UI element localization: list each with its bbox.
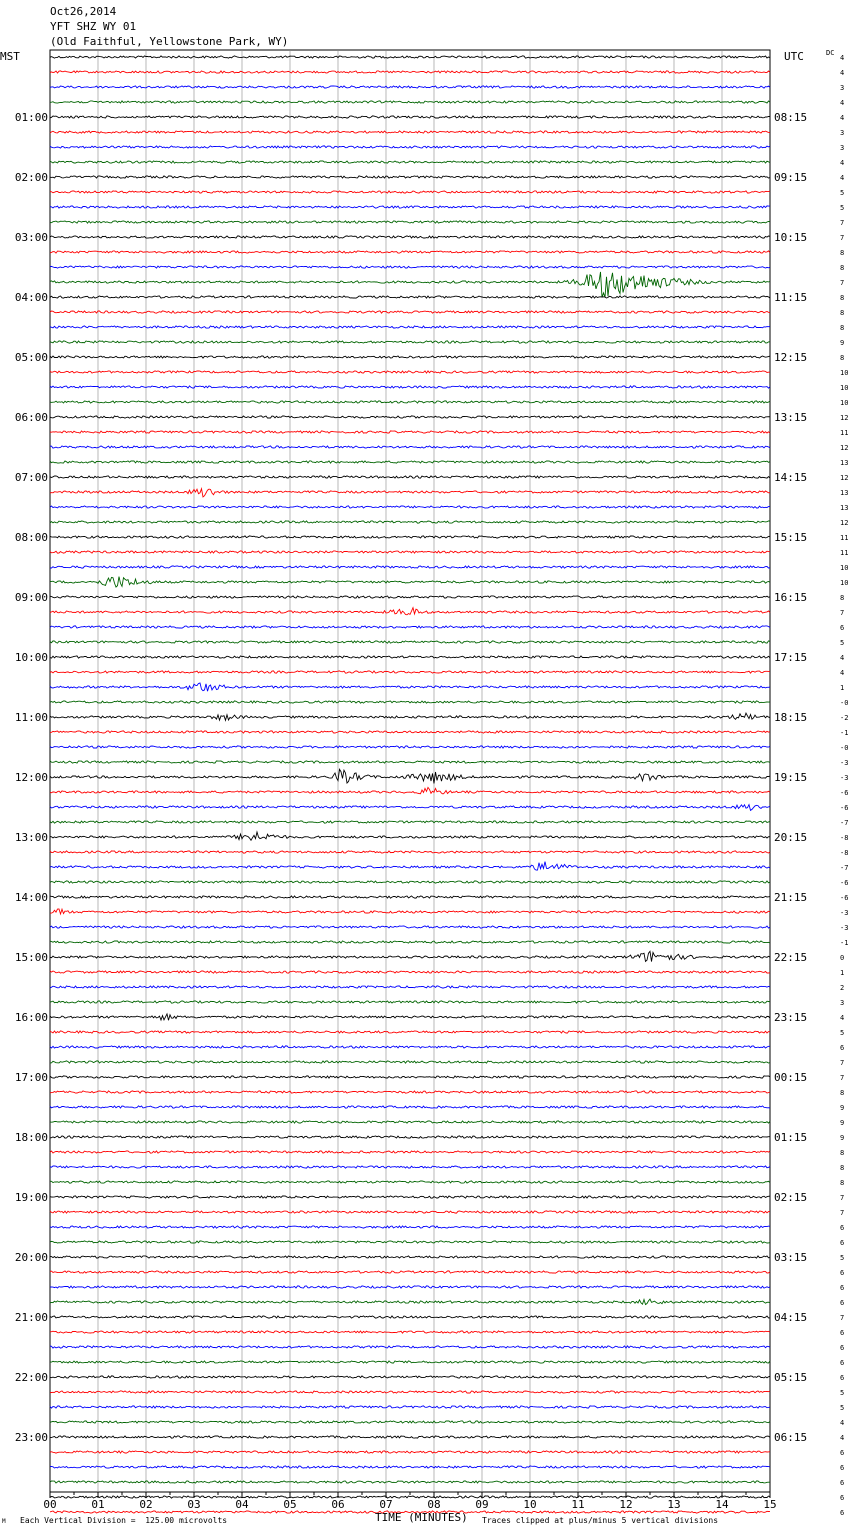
seismic-trace	[50, 641, 770, 643]
seismic-trace	[50, 131, 770, 133]
x-tick-label: 07	[379, 1498, 393, 1511]
seismic-trace	[50, 266, 770, 268]
dc-offset-label: -7	[840, 864, 849, 872]
dc-offset-label: 4	[840, 1014, 845, 1022]
seismic-trace	[50, 671, 770, 673]
station-code: YFT SHZ WY 01	[50, 20, 137, 33]
dc-offset-label: 4	[840, 174, 845, 182]
seismic-trace	[50, 862, 770, 871]
dc-offset-label: 12	[840, 474, 849, 482]
seismic-trace	[50, 341, 770, 343]
seismic-trace	[50, 356, 770, 358]
dc-offset-label: -6	[840, 789, 849, 797]
dc-offset-label: 5	[840, 189, 845, 197]
dc-offset-label: 6	[840, 1044, 845, 1052]
dc-offset-label: 13	[840, 459, 849, 467]
right-hour-label: 08:15	[774, 111, 808, 124]
seismic-trace	[50, 176, 770, 178]
dc-offset-label: 4	[840, 1434, 845, 1442]
seismic-trace	[50, 941, 770, 943]
dc-offset-label: -1	[840, 939, 849, 947]
dc-offset-label: 5	[840, 204, 845, 212]
seismic-trace	[50, 1001, 770, 1003]
seismic-trace	[50, 926, 770, 928]
corner-mark: M	[2, 1518, 6, 1525]
dc-offset-label: 6	[840, 1344, 845, 1352]
left-hour-label: 02:00	[14, 171, 48, 184]
left-hour-label: 04:00	[14, 291, 48, 304]
seismic-trace	[50, 1151, 770, 1153]
seismic-trace	[50, 1166, 770, 1168]
dc-offset-label: -6	[840, 879, 849, 887]
dc-offset-label: -3	[840, 909, 849, 917]
seismic-trace	[50, 296, 770, 298]
dc-offset-label: 9	[840, 1134, 845, 1142]
dc-offset-label: 6	[840, 1239, 845, 1247]
seismic-trace	[50, 787, 770, 794]
dc-offset-label: 5	[840, 1404, 845, 1412]
x-tick-label: 04	[235, 1498, 249, 1511]
seismic-trace	[50, 656, 770, 658]
x-tick-label: 05	[283, 1498, 297, 1511]
dc-offset-label: 10	[840, 384, 849, 392]
seismic-trace	[50, 821, 770, 823]
seismic-trace	[50, 1466, 770, 1468]
seismic-trace	[50, 71, 770, 73]
dc-offset-label: -8	[840, 849, 849, 857]
dc-offset-label: 6	[840, 1224, 845, 1232]
seismic-trace	[50, 1346, 770, 1348]
dc-offset-label: 4	[840, 669, 845, 677]
left-hour-label: 07:00	[14, 471, 48, 484]
right-hour-label: 20:15	[774, 831, 808, 844]
seismic-trace	[50, 832, 770, 840]
right-hour-label: 06:15	[774, 1431, 808, 1444]
seismic-trace	[50, 221, 770, 223]
dc-offset-label: -0	[840, 744, 849, 752]
seismic-trace	[50, 971, 770, 973]
dc-offset-label: 8	[840, 249, 845, 257]
dc-offset-label: -8	[840, 834, 849, 842]
dc-offset-label: 7	[840, 1059, 845, 1067]
dc-offset-label: 8	[840, 1164, 845, 1172]
x-tick-label: 12	[619, 1498, 633, 1511]
seismic-trace	[50, 1406, 770, 1408]
seismic-trace	[50, 1226, 770, 1228]
right-hour-label: 18:15	[774, 711, 808, 724]
left-hour-label: 09:00	[14, 591, 48, 604]
dc-offset-label: 7	[840, 1314, 845, 1322]
dc-offset-label: 10	[840, 399, 849, 407]
seismic-trace	[50, 461, 770, 463]
left-hour-label: 08:00	[14, 531, 48, 544]
seismic-trace	[50, 1121, 770, 1123]
seismic-trace	[50, 608, 770, 615]
right-hour-label: 19:15	[774, 771, 808, 784]
seismic-trace	[50, 56, 770, 58]
dc-offset-label: 6	[840, 1494, 845, 1502]
plot-date: Oct26,2014	[50, 5, 117, 18]
dc-offset-label: -3	[840, 924, 849, 932]
seismic-trace	[50, 311, 770, 313]
left-hour-label: 05:00	[14, 351, 48, 364]
dc-offset-label: 2	[840, 984, 845, 992]
seismic-trace	[50, 476, 770, 478]
x-tick-label: 09	[475, 1498, 489, 1511]
seismic-trace	[50, 506, 770, 508]
dc-offset-label: -3	[840, 774, 849, 782]
dc-offset-label: 13	[840, 489, 849, 497]
x-tick-label: 11	[571, 1498, 585, 1511]
seismic-trace	[50, 272, 770, 298]
dc-offset-label: -3	[840, 759, 849, 767]
seismic-trace	[50, 951, 770, 961]
right-hour-label: 21:15	[774, 891, 808, 904]
dc-offset-label: 7	[840, 1209, 845, 1217]
seismic-trace	[50, 1256, 770, 1258]
dc-offset-label: 4	[840, 654, 845, 662]
dc-offset-label: 4	[840, 159, 845, 167]
seismic-trace	[50, 1031, 770, 1033]
dc-offset-label: 3	[840, 999, 845, 1007]
seismic-trace	[50, 371, 770, 373]
seismic-trace	[50, 896, 770, 898]
dc-offset-label: 8	[840, 324, 845, 332]
dc-offset-label: 10	[840, 369, 849, 377]
seismic-trace	[50, 713, 770, 720]
x-tick-label: 00	[43, 1498, 57, 1511]
dc-offset-label: 7	[840, 234, 845, 242]
seismic-trace	[50, 566, 770, 568]
seismic-trace	[50, 1271, 770, 1273]
seismic-trace	[50, 536, 770, 538]
right-hour-label: 04:15	[774, 1311, 808, 1324]
seismic-trace	[50, 551, 770, 553]
dc-offset-label: 6	[840, 1359, 845, 1367]
seismic-trace	[50, 1136, 770, 1138]
clip-note: Traces clipped at plus/minus 5 vertical divisions	[482, 1516, 719, 1525]
seismic-trace	[50, 1436, 770, 1438]
seismic-trace	[50, 1046, 770, 1048]
dc-offset-label: 6	[840, 624, 845, 632]
seismic-trace	[50, 326, 770, 328]
dc-offset-label: 4	[840, 99, 845, 107]
seismic-trace	[50, 626, 770, 628]
dc-offset-label: 7	[840, 1194, 845, 1202]
dc-offset-label: 3	[840, 129, 845, 137]
seismic-trace	[50, 1299, 770, 1304]
dc-offset-label: 4	[840, 114, 845, 122]
dc-offset-label: 6	[840, 1329, 845, 1337]
right-hour-label: 12:15	[774, 351, 808, 364]
dc-offset-label: -2	[840, 714, 849, 722]
x-tick-label: 01	[91, 1498, 105, 1511]
seismic-trace	[50, 386, 770, 388]
left-timezone-label: MST	[0, 50, 20, 63]
left-hour-label: 21:00	[14, 1311, 48, 1324]
right-timezone-label: UTC	[784, 50, 804, 63]
dc-offset-label: 1	[840, 684, 845, 692]
seismic-trace	[50, 909, 770, 914]
dc-offset-label: 7	[840, 1074, 845, 1082]
seismic-trace	[50, 1181, 770, 1183]
dc-offset-label: 8	[840, 1179, 845, 1187]
dc-offset-label: 6	[840, 1449, 845, 1457]
dc-offset-label: 6	[840, 1269, 845, 1277]
x-tick-label: 15	[763, 1498, 777, 1511]
seismic-trace	[50, 446, 770, 448]
x-tick-label: 10	[523, 1498, 537, 1511]
seismic-trace	[50, 986, 770, 988]
seismic-trace	[50, 1331, 770, 1333]
seismic-trace	[50, 577, 770, 588]
right-hour-label: 15:15	[774, 531, 808, 544]
dc-offset-label: 13	[840, 504, 849, 512]
dc-offset-label: 6	[840, 1479, 845, 1487]
left-hour-label: 17:00	[14, 1071, 48, 1084]
dc-offset-label: 8	[840, 594, 845, 602]
left-hour-label: 19:00	[14, 1191, 48, 1204]
left-hour-label: 01:00	[14, 111, 48, 124]
right-hour-label: 22:15	[774, 951, 808, 964]
seismic-trace	[50, 191, 770, 193]
dc-offset-label: 6	[840, 1464, 845, 1472]
left-hour-label: 18:00	[14, 1131, 48, 1144]
left-hour-label: 06:00	[14, 411, 48, 424]
dc-offset-label: 6	[840, 1284, 845, 1292]
dc-offset-label: 8	[840, 1149, 845, 1157]
seismic-trace	[50, 769, 770, 783]
seismic-trace	[50, 206, 770, 208]
scale-note: Each Vertical Division = 125.00 microvolts	[20, 1516, 228, 1525]
dc-offset-label: 3	[840, 84, 845, 92]
dc-offset-header: DC	[826, 49, 835, 57]
seismic-trace	[50, 683, 770, 691]
dc-offset-label: 9	[840, 1104, 845, 1112]
seismic-trace	[50, 416, 770, 418]
x-tick-label: 13	[667, 1498, 681, 1511]
left-hour-label: 23:00	[14, 1431, 48, 1444]
dc-offset-label: 12	[840, 444, 849, 452]
seismic-trace	[50, 401, 770, 403]
dc-offset-label: 5	[840, 1254, 845, 1262]
seismic-trace	[50, 146, 770, 148]
seismic-trace	[50, 761, 770, 763]
seismic-trace	[50, 1376, 770, 1378]
seismic-trace	[50, 521, 770, 523]
dc-offset-label: 5	[840, 1389, 845, 1397]
dc-offset-label: 1	[840, 969, 845, 977]
left-hour-label: 14:00	[14, 891, 48, 904]
dc-offset-label: 10	[840, 579, 849, 587]
dc-offset-label: 4	[840, 69, 845, 77]
dc-offset-label: 8	[840, 309, 845, 317]
dc-offset-label: 7	[840, 219, 845, 227]
right-hour-label: 05:15	[774, 1371, 808, 1384]
dc-offset-label: 6	[840, 1509, 845, 1517]
x-tick-label: 14	[715, 1498, 729, 1511]
x-tick-label: 08	[427, 1498, 441, 1511]
dc-offset-label: 6	[840, 1299, 845, 1307]
seismic-trace	[50, 1391, 770, 1393]
seismic-trace	[50, 86, 770, 88]
seismic-trace	[50, 101, 770, 103]
dc-offset-label: 11	[840, 549, 849, 557]
seismic-trace	[50, 596, 770, 598]
left-hour-label: 12:00	[14, 771, 48, 784]
dc-offset-label: 9	[840, 1119, 845, 1127]
seismic-trace	[50, 701, 770, 703]
dc-offset-label: -7	[840, 819, 849, 827]
seismic-trace	[50, 851, 770, 853]
dc-offset-label: 7	[840, 609, 845, 617]
right-hour-label: 23:15	[774, 1011, 808, 1024]
right-hour-label: 13:15	[774, 411, 808, 424]
seismic-trace	[50, 1451, 770, 1453]
seismic-trace	[50, 431, 770, 433]
left-hour-label: 22:00	[14, 1371, 48, 1384]
right-hour-label: 11:15	[774, 291, 808, 304]
seismic-trace	[50, 236, 770, 238]
seismic-trace	[50, 1421, 770, 1423]
dc-offset-label: 4	[840, 54, 845, 62]
x-axis-label: TIME (MINUTES)	[375, 1511, 468, 1524]
dc-offset-label: 11	[840, 429, 849, 437]
left-hour-label: 13:00	[14, 831, 48, 844]
seismic-trace	[50, 1106, 770, 1108]
seismic-trace	[50, 1076, 770, 1078]
right-hour-label: 14:15	[774, 471, 808, 484]
right-hour-label: 03:15	[774, 1251, 808, 1264]
seismic-trace	[50, 731, 770, 733]
dc-offset-label: 6	[840, 1374, 845, 1382]
right-hour-label: 02:15	[774, 1191, 808, 1204]
seismic-trace	[50, 746, 770, 748]
right-hour-label: 10:15	[774, 231, 808, 244]
seismic-trace	[50, 1241, 770, 1243]
dc-offset-label: 5	[840, 1029, 845, 1037]
dc-offset-label: -6	[840, 804, 849, 812]
dc-offset-label: 8	[840, 264, 845, 272]
seismic-trace	[50, 1091, 770, 1093]
right-hour-label: 09:15	[774, 171, 808, 184]
seismic-trace	[50, 1196, 770, 1198]
seismic-trace	[50, 1211, 770, 1213]
dc-offset-label: 7	[840, 279, 845, 287]
dc-offset-label: -1	[840, 729, 849, 737]
left-hour-label: 03:00	[14, 231, 48, 244]
seismic-trace	[50, 1286, 770, 1288]
seismic-trace	[50, 251, 770, 253]
seismic-trace	[50, 1481, 770, 1483]
right-hour-label: 00:15	[774, 1071, 808, 1084]
left-hour-label: 10:00	[14, 651, 48, 664]
dc-offset-label: 9	[840, 339, 845, 347]
dc-offset-label: 12	[840, 519, 849, 527]
dc-offset-label: 3	[840, 144, 845, 152]
right-hour-label: 17:15	[774, 651, 808, 664]
seismic-trace	[50, 116, 770, 118]
x-tick-label: 02	[139, 1498, 153, 1511]
seismic-trace	[50, 489, 770, 497]
dc-offset-label: 8	[840, 354, 845, 362]
dc-offset-label: 10	[840, 564, 849, 572]
seismic-trace	[50, 881, 770, 883]
station-location: (Old Faithful, Yellowstone Park, WY)	[50, 35, 289, 48]
seismic-trace	[50, 1014, 770, 1020]
dc-offset-label: 8	[840, 294, 845, 302]
dc-offset-label: 4	[840, 1419, 845, 1427]
left-hour-label: 20:00	[14, 1251, 48, 1264]
dc-offset-label: 8	[840, 1089, 845, 1097]
dc-offset-label: 0	[840, 954, 845, 962]
dc-offset-label: 12	[840, 414, 849, 422]
dc-offset-label: -0	[840, 699, 849, 707]
x-tick-label: 06	[331, 1498, 345, 1511]
x-tick-label: 03	[187, 1498, 201, 1511]
dc-offset-label: 11	[840, 534, 849, 542]
seismic-trace	[50, 1496, 770, 1498]
left-hour-label: 11:00	[14, 711, 48, 724]
left-hour-label: 16:00	[14, 1011, 48, 1024]
dc-offset-label: -6	[840, 894, 849, 902]
dc-offset-label: 5	[840, 639, 845, 647]
right-hour-label: 16:15	[774, 591, 808, 604]
seismic-trace	[50, 1316, 770, 1318]
seismic-trace	[50, 1061, 770, 1063]
seismic-trace	[50, 161, 770, 163]
seismic-trace	[50, 805, 770, 811]
right-hour-label: 01:15	[774, 1131, 808, 1144]
left-hour-label: 15:00	[14, 951, 48, 964]
seismic-trace	[50, 1361, 770, 1363]
